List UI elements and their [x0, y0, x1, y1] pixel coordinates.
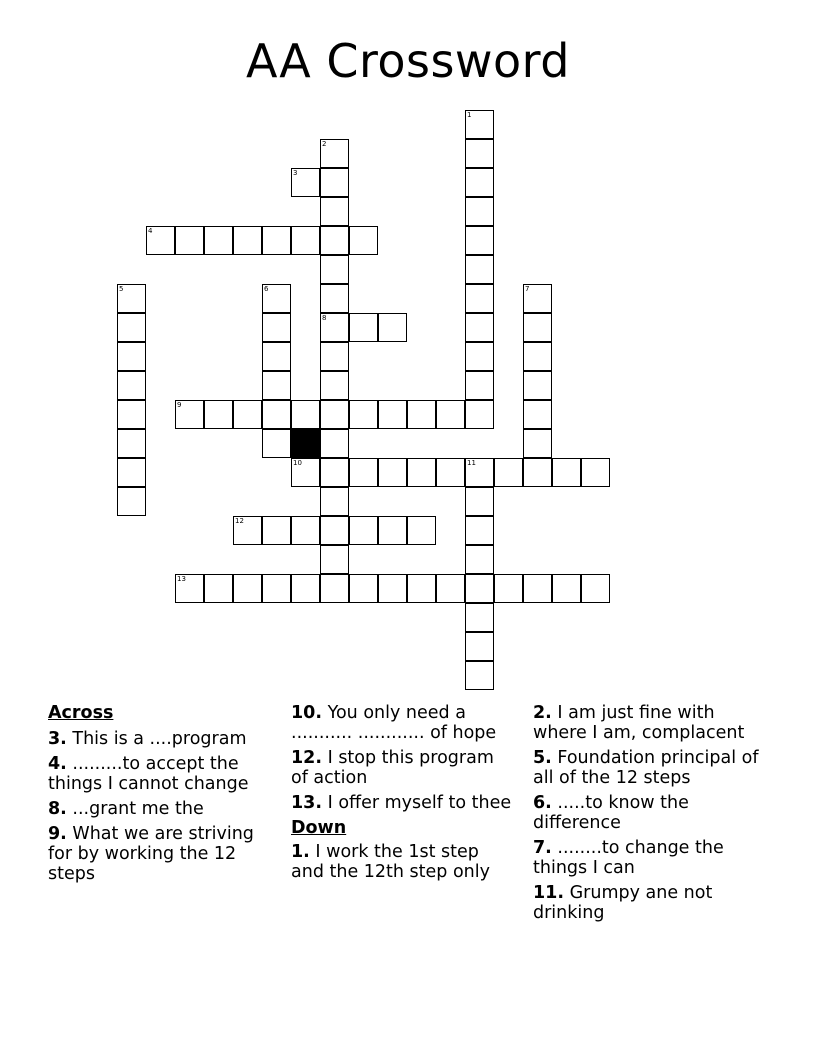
clue-number: 5. — [533, 748, 552, 768]
cell-number: 10 — [293, 459, 302, 467]
grid-cell[interactable] — [320, 342, 349, 371]
clue-number: 9. — [48, 824, 67, 844]
grid-cell[interactable] — [349, 516, 378, 545]
clue-across-8 — [48, 799, 278, 819]
cell-number: 7 — [525, 285, 530, 293]
clue-across-4 — [48, 754, 278, 794]
grid-cell[interactable] — [175, 226, 204, 255]
grid-cell[interactable] — [436, 400, 465, 429]
grid-cell[interactable] — [320, 284, 349, 313]
grid-cell[interactable] — [262, 342, 291, 371]
clue-text: I stop this program of action — [291, 748, 494, 788]
clue-number: 10. — [291, 703, 323, 723]
cell-number: 3 — [293, 169, 298, 177]
grid-cell[interactable] — [465, 313, 494, 342]
clue-down-1 — [291, 842, 515, 882]
grid-cell[interactable] — [117, 400, 146, 429]
grid-cell[interactable] — [320, 168, 349, 197]
grid-cell[interactable] — [117, 458, 146, 487]
grid-cell[interactable] — [117, 429, 146, 458]
grid-cell[interactable] — [378, 516, 407, 545]
grid-cell[interactable] — [262, 284, 291, 313]
grid-cell[interactable] — [262, 226, 291, 255]
grid-cell[interactable] — [523, 574, 552, 603]
clue-across-3 — [48, 729, 278, 749]
grid-cell[interactable] — [146, 226, 175, 255]
grid-cell[interactable] — [175, 400, 204, 429]
grid-cell[interactable] — [523, 313, 552, 342]
grid-cell[interactable] — [320, 400, 349, 429]
grid-cell[interactable] — [117, 487, 146, 516]
grid-cell[interactable] — [320, 516, 349, 545]
grid-cell[interactable] — [523, 342, 552, 371]
grid-cell[interactable] — [378, 574, 407, 603]
clue-down-7 — [533, 838, 773, 878]
grid-cell[interactable] — [465, 545, 494, 574]
clue-number: 12. — [291, 748, 323, 768]
grid-cell[interactable] — [320, 226, 349, 255]
grid-cell[interactable] — [407, 400, 436, 429]
cell-number: 6 — [264, 285, 269, 293]
grid-cell[interactable] — [494, 574, 523, 603]
grid-cell[interactable] — [204, 574, 233, 603]
page-title: AA Crossword — [245, 34, 570, 88]
grid-cell[interactable] — [233, 516, 262, 545]
grid-cell[interactable] — [349, 400, 378, 429]
grid-cell[interactable] — [465, 516, 494, 545]
grid-cell[interactable] — [465, 574, 494, 603]
grid-cell[interactable] — [465, 110, 494, 139]
clue-text: I offer myself to thee — [327, 793, 512, 813]
grid-cell[interactable] — [465, 400, 494, 429]
grid-cell[interactable] — [117, 342, 146, 371]
clue-text: ........to change the things I can — [533, 838, 724, 878]
grid-cell[interactable] — [407, 516, 436, 545]
clue-across-12 — [291, 748, 515, 788]
grid-cell[interactable] — [465, 197, 494, 226]
grid-cell[interactable] — [465, 168, 494, 197]
grid-cell[interactable] — [407, 574, 436, 603]
cell-number: 11 — [467, 459, 476, 467]
grid-cell[interactable] — [291, 400, 320, 429]
grid-cell[interactable] — [465, 255, 494, 284]
clue-number: 11. — [533, 883, 565, 903]
grid-cell[interactable] — [523, 429, 552, 458]
grid-cell[interactable] — [581, 458, 610, 487]
cell-number: 2 — [322, 140, 327, 148]
grid-cell[interactable] — [320, 197, 349, 226]
grid-cell[interactable] — [523, 284, 552, 313]
grid-cell[interactable] — [204, 226, 233, 255]
grid-cell[interactable] — [117, 284, 146, 313]
grid-cell[interactable] — [523, 458, 552, 487]
grid-cell[interactable] — [552, 458, 581, 487]
cell-number: 1 — [467, 111, 472, 119]
clue-down-2 — [533, 703, 773, 743]
grid-cell[interactable] — [262, 371, 291, 400]
clue-text: What we are striving for by working the 12 steps — [48, 824, 254, 884]
grid-cell[interactable] — [436, 458, 465, 487]
grid-cell[interactable] — [291, 516, 320, 545]
black-square — [291, 429, 320, 458]
grid-cell[interactable] — [320, 313, 349, 342]
clue-text: I work the 1st step and the 12th step only — [291, 842, 490, 882]
clue-down-6 — [533, 793, 773, 833]
clue-across-10 — [291, 703, 515, 743]
grid-cell[interactable] — [465, 342, 494, 371]
grid-cell[interactable] — [233, 574, 262, 603]
grid-cell[interactable] — [262, 574, 291, 603]
grid-cell[interactable] — [117, 313, 146, 342]
grid-cell[interactable] — [291, 458, 320, 487]
grid-cell[interactable] — [465, 139, 494, 168]
grid-cell[interactable] — [465, 661, 494, 690]
clues-column-1 — [48, 703, 278, 889]
grid-cell[interactable] — [320, 458, 349, 487]
clues-column-2 — [291, 703, 515, 887]
cell-number: 4 — [148, 227, 153, 235]
grid-cell[interactable] — [320, 371, 349, 400]
grid-cell[interactable] — [233, 400, 262, 429]
grid-cell[interactable] — [320, 139, 349, 168]
grid-cell[interactable] — [320, 487, 349, 516]
clue-number: 13. — [291, 793, 323, 813]
grid-cell[interactable] — [523, 400, 552, 429]
cell-number: 12 — [235, 517, 244, 525]
grid-cell[interactable] — [378, 313, 407, 342]
cell-number: 8 — [322, 314, 327, 322]
cell-number: 5 — [119, 285, 124, 293]
clue-text: You only need a ........... ............ of hope — [291, 703, 497, 743]
grid-cell[interactable] — [465, 226, 494, 255]
clue-number: 2. — [533, 703, 552, 723]
grid-cell[interactable] — [552, 574, 581, 603]
grid-cell[interactable] — [320, 429, 349, 458]
clue-text: Foundation principal of all of the 12 steps — [533, 748, 759, 788]
grid-cell[interactable] — [465, 487, 494, 516]
clue-number: 4. — [48, 754, 67, 774]
clue-down-11 — [533, 883, 773, 923]
grid-cell[interactable] — [465, 371, 494, 400]
across-header: Across — [48, 703, 114, 723]
clue-text: .........to accept the things I cannot change — [48, 754, 249, 794]
grid-cell[interactable] — [204, 400, 233, 429]
grid-cell[interactable] — [407, 458, 436, 487]
grid-cell[interactable] — [262, 516, 291, 545]
clue-number: 3. — [48, 729, 67, 749]
grid-cell[interactable] — [175, 574, 204, 603]
clue-across-13 — [291, 793, 515, 813]
grid-cell[interactable] — [465, 284, 494, 313]
grid-cell[interactable] — [291, 168, 320, 197]
clue-number: 6. — [533, 793, 552, 813]
grid-cell[interactable] — [349, 313, 378, 342]
grid-cell[interactable] — [320, 255, 349, 284]
grid-cell[interactable] — [320, 545, 349, 574]
clue-text: .....to know the difference — [533, 793, 689, 833]
down-header: Down — [291, 818, 347, 838]
clue-text: Grumpy ane not drinking — [533, 883, 713, 923]
grid-cell[interactable] — [378, 458, 407, 487]
grid-cell[interactable] — [494, 458, 523, 487]
grid-cell[interactable] — [436, 574, 465, 603]
grid-cell[interactable] — [117, 371, 146, 400]
cell-number: 13 — [177, 575, 186, 583]
grid-cell[interactable] — [291, 226, 320, 255]
clue-across-9 — [48, 824, 278, 884]
grid-cell[interactable] — [233, 226, 262, 255]
grid-cell[interactable] — [523, 371, 552, 400]
grid-cell[interactable] — [465, 603, 494, 632]
clue-number: 8. — [48, 799, 67, 819]
grid-cell[interactable] — [262, 313, 291, 342]
grid-cell[interactable] — [349, 574, 378, 603]
grid-cell[interactable] — [378, 400, 407, 429]
clue-text: ...grant me the — [72, 799, 204, 819]
grid-cell[interactable] — [262, 400, 291, 429]
grid-cell[interactable] — [291, 574, 320, 603]
clue-text: I am just fine with where I am, complacent — [533, 703, 745, 743]
grid-cell[interactable] — [320, 574, 349, 603]
clues-column-3 — [533, 703, 773, 928]
grid-cell[interactable] — [465, 632, 494, 661]
clue-text: This is a ....program — [72, 729, 247, 749]
grid-cell[interactable] — [349, 458, 378, 487]
grid-cell[interactable] — [262, 429, 291, 458]
clue-down-5 — [533, 748, 773, 788]
clue-number: 1. — [291, 842, 310, 862]
cell-number: 9 — [177, 401, 182, 409]
clue-number: 7. — [533, 838, 552, 858]
grid-cell[interactable] — [465, 458, 494, 487]
grid-cell[interactable] — [581, 574, 610, 603]
grid-cell[interactable] — [349, 226, 378, 255]
